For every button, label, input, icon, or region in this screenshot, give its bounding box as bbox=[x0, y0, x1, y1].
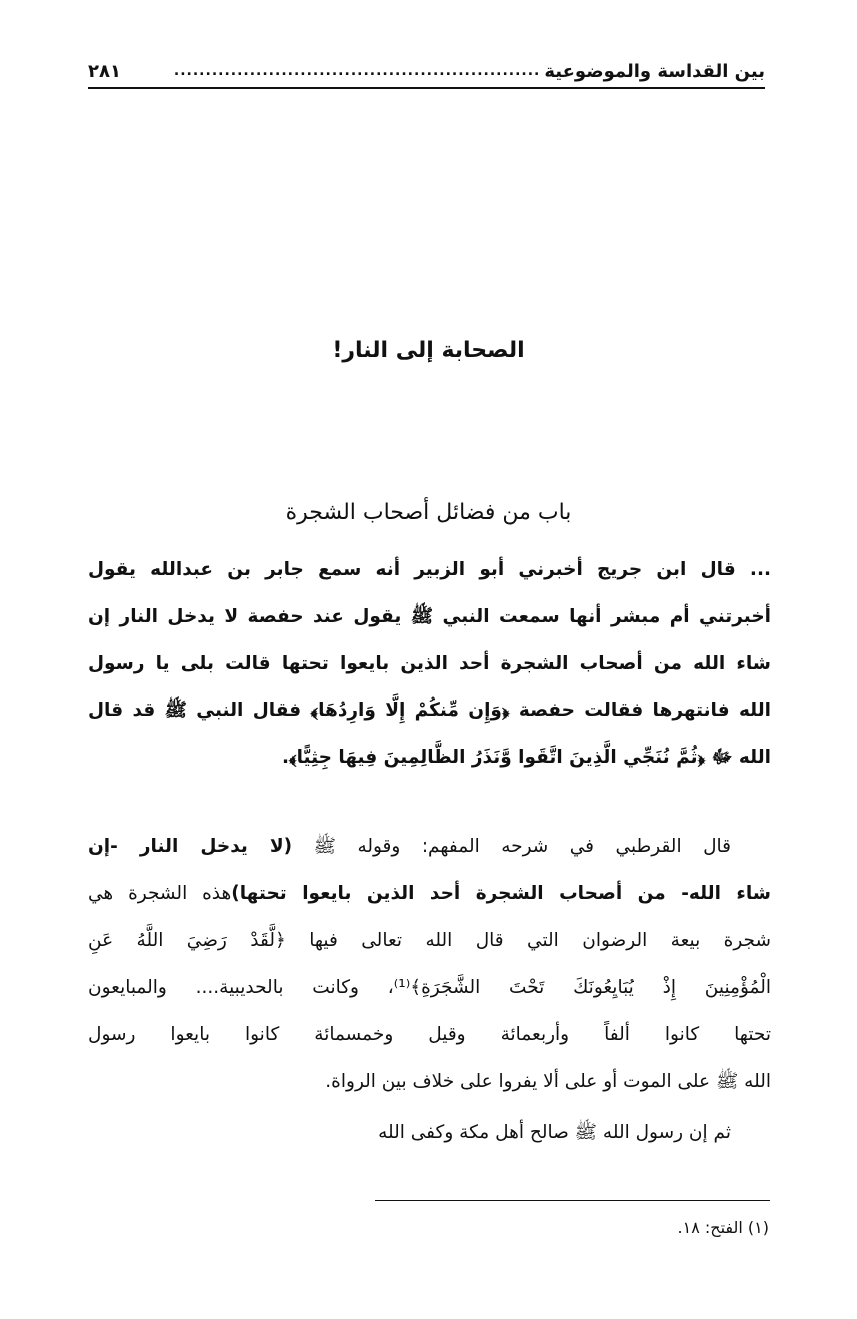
header-rule bbox=[88, 87, 765, 89]
paragraph-qurtubi bbox=[88, 823, 771, 1156]
quoted-hadith-segment: شاء الله- من أصحاب الشجرة أحد الذين بايعوا تحتها) bbox=[231, 883, 771, 904]
page-number: ٢٨١ bbox=[88, 61, 121, 82]
text-line: شاء الله من أصحاب الشجرة أحد الذين بايعوا تحتها قالت بلى يا رسول bbox=[88, 653, 771, 674]
running-header bbox=[88, 52, 765, 82]
text-line: الله ﷻ ﴿ثُمَّ نُنَجِّي الَّذِينَ اتَّقَوا وَّنَذَرُ الظَّالِمِينَ فِيهَا جِثِيًّا﴾. bbox=[281, 747, 771, 768]
footnote-rule bbox=[375, 1200, 770, 1201]
text-segment: هذه الشجرة هي bbox=[88, 883, 232, 904]
paragraph-hadith bbox=[88, 546, 771, 781]
header-leader-dots: .......................................................... bbox=[173, 63, 541, 79]
section-title: الصحابة إلى النار! bbox=[332, 338, 525, 363]
text-segment: قال القرطبي في شرحه المفهم: وقوله ﷺ bbox=[313, 836, 731, 857]
header-title: بين القداسة والموضوعية bbox=[544, 61, 765, 82]
chapter-title: باب من فضائل أصحاب الشجرة bbox=[285, 500, 572, 525]
text-line: ثم إن رسول الله ﷺ صالح أهل مكة وكفى الله bbox=[378, 1122, 731, 1143]
text-line: ... قال ابن جريج أخبرني أبو الزبير أنه سمع جابر بن عبدالله يقول bbox=[88, 559, 771, 580]
text-line: تحتها كانوا ألفاً وأربعمائة وقيل وخمسمائة كانوا بايعوا رسول bbox=[88, 1024, 771, 1045]
footnote: (١) الفتح: ١٨. bbox=[677, 1218, 769, 1237]
text-line: شجرة بيعة الرضوان التي قال الله تعالى فيها ﴿لَّقَدْ رَضِيَ اللَّهُ عَنِ bbox=[88, 930, 771, 951]
text-line: أخبرتني أم مبشر أنها سمعت النبي ﷺ يقول عند حفصة لا يدخل النار إن bbox=[88, 606, 771, 627]
text-line: الْمُؤْمِنِينَ إِذْ يُبَايِعُونَكَ تَحْتَ الشَّجَرَةِ﴾⁽¹⁾، وكانت بالحديبية.... والمبايعون bbox=[88, 977, 771, 998]
text-line: الله ﷺ على الموت أو على ألا يفروا على خلاف بين الرواة. bbox=[325, 1071, 771, 1092]
text-line: الله فانتهرها فقالت حفصة ﴿وَإِن مِّنكُمْ إِلَّا وَارِدُهَا﴾ فقال النبي ﷺ قد قال bbox=[88, 700, 771, 721]
quoted-hadith-segment: (لا يدخل النار -إن bbox=[88, 836, 293, 857]
text-line bbox=[88, 870, 771, 917]
text-line bbox=[88, 823, 771, 870]
